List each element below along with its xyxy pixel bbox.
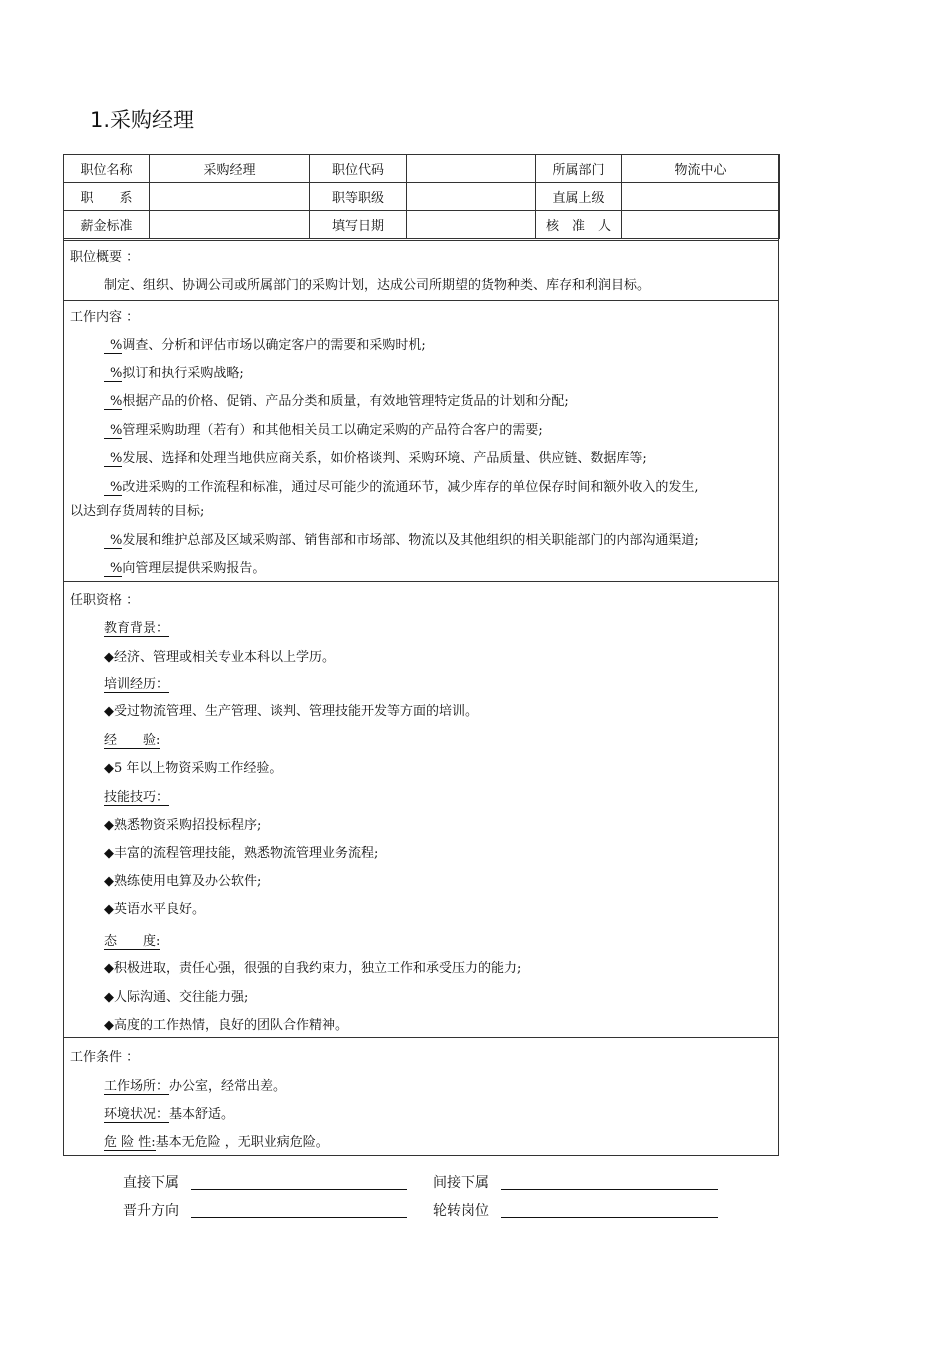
header-label: 核 准 人	[536, 211, 622, 239]
header-label: 薪金标准	[64, 211, 150, 239]
qualification-item: ◆人际沟通、交往能力强;	[104, 990, 249, 1005]
header-label: 直属上级	[536, 183, 622, 211]
condition-item	[104, 1103, 234, 1122]
qualification-item: ◆积极进取，责任心强，很强的自我约束力，独立工作和承受压力的能力;	[104, 961, 522, 976]
work-item-text: 拟订和执行采购战略;	[122, 366, 244, 381]
condition-item	[104, 1131, 329, 1150]
condition-value: 办公室，经常出差。	[169, 1079, 287, 1094]
section-divider	[63, 1037, 779, 1038]
bullet-marker: %	[104, 480, 122, 496]
overview-text: 制定、组织、协调公司或所属部门的采购计划，达成公司所期望的货物种类、库存和利润目标。	[104, 278, 651, 293]
qualification-item: ◆熟悉物资采购招投标程序;	[104, 818, 262, 833]
work-item	[104, 362, 244, 381]
qualification-item: ◆经济、管理或相关专业本科以上学历。	[104, 650, 335, 665]
section-divider	[63, 581, 779, 582]
condition-key: 危 险 性:	[104, 1135, 156, 1150]
qualification-item: ◆英语水平良好。	[104, 902, 205, 917]
direct-reports-label: 直接下属	[123, 1175, 179, 1191]
qualification-heading: 态 度:	[104, 930, 160, 950]
header-label: 职位名称	[64, 155, 150, 183]
overview-label: 职位概要 ：	[70, 250, 140, 265]
qualification-heading: 技能技巧：	[104, 786, 169, 806]
work-item-text: 管理采购助理（若有）和其他相关员工以确定采购的产品符合客户的需要;	[122, 423, 543, 438]
qualifications-label: 任职资格 ：	[70, 593, 140, 608]
conditions-label: 工作条件 ：	[70, 1050, 140, 1065]
header-value	[622, 183, 780, 211]
header-row	[64, 183, 780, 211]
qualification-item: ◆丰富的流程管理技能，熟悉物流管理业务流程;	[104, 846, 379, 861]
work-item-text: 调查、分析和评估市场以确定客户的需要和采购时机;	[122, 338, 426, 353]
header-value	[407, 211, 536, 239]
qualification-heading: 经 验:	[104, 729, 160, 749]
header-row	[64, 211, 780, 239]
work-item-text: 向管理层提供采购报告。	[122, 561, 266, 576]
section-divider	[63, 300, 779, 301]
condition-value: 基本舒适。	[169, 1107, 235, 1122]
condition-value: 基本无危险 ，无职业病危险。	[155, 1135, 329, 1150]
work-item	[104, 419, 543, 438]
rotation-label: 轮转岗位	[433, 1203, 489, 1219]
header-label: 所属部门	[536, 155, 622, 183]
header-value	[150, 183, 310, 211]
bullet-marker: %	[104, 338, 122, 354]
header-value	[622, 211, 780, 239]
page-title: 1.采购经理	[90, 108, 195, 132]
header-label: 职位代码	[310, 155, 407, 183]
header-value: 物流中心	[622, 155, 780, 183]
condition-item	[104, 1075, 286, 1094]
bullet-marker: %	[104, 423, 122, 439]
work-item-text: 发展和维护总部及区域采购部、销售部和市场部、物流以及其他组织的相关职能部门的内部沟通渠道;	[122, 533, 699, 548]
work-label: 工作内容 ：	[70, 310, 140, 325]
header-table	[63, 154, 780, 239]
bullet-marker: %	[104, 394, 122, 410]
rotation-field[interactable]	[501, 1217, 718, 1218]
work-item	[104, 334, 426, 353]
work-item-text: 改进采购的工作流程和标准，通过尽可能少的流通环节，减少库存的单位保存时间和额外收入的发生,	[122, 480, 699, 495]
indirect-reports-label: 间接下属	[433, 1175, 489, 1191]
work-item	[104, 447, 647, 466]
qualification-item: ◆5 年以上物资采购工作经验。	[104, 761, 283, 776]
bullet-marker: %	[104, 451, 122, 467]
promotion-field[interactable]	[191, 1217, 407, 1218]
direct-reports-field[interactable]	[191, 1189, 407, 1190]
bullet-marker: %	[104, 366, 122, 382]
indirect-reports-field[interactable]	[501, 1189, 718, 1190]
bullet-marker: %	[104, 533, 122, 549]
qualification-item: ◆受过物流管理、生产管理、谈判、管理技能开发等方面的培训。	[104, 704, 478, 719]
header-label: 职 系	[64, 183, 150, 211]
condition-key: 环境状况：	[104, 1107, 170, 1122]
work-item	[104, 557, 265, 576]
header-row	[64, 155, 780, 183]
work-item-text: 根据产品的价格、促销、产品分类和质量，有效地管理特定货品的计划和分配;	[122, 394, 569, 409]
work-item-text: 发展、选择和处理当地供应商关系，如价格谈判、采购环境、产品质量、供应链、数据库等;	[122, 451, 647, 466]
qualification-item: ◆高度的工作热情，良好的团队合作精神。	[104, 1018, 348, 1033]
header-value: 采购经理	[150, 155, 310, 183]
header-value	[407, 183, 536, 211]
header-value	[150, 211, 310, 239]
header-label: 职等职级	[310, 183, 407, 211]
work-item	[104, 390, 569, 409]
qualification-item: ◆熟练使用电算及办公软件;	[104, 874, 262, 889]
condition-key: 工作场所：	[104, 1079, 170, 1094]
qualification-heading: 教育背景：	[104, 617, 169, 637]
work-item-continuation: 以达到存货周转的目标;	[70, 504, 205, 519]
promotion-label: 晋升方向	[123, 1203, 179, 1219]
bullet-marker: %	[104, 561, 122, 577]
header-label: 填写日期	[310, 211, 407, 239]
qualification-heading: 培训经历：	[104, 673, 169, 693]
work-item	[104, 476, 699, 495]
header-value	[407, 155, 536, 183]
work-item	[104, 529, 699, 548]
section-divider	[63, 240, 779, 241]
